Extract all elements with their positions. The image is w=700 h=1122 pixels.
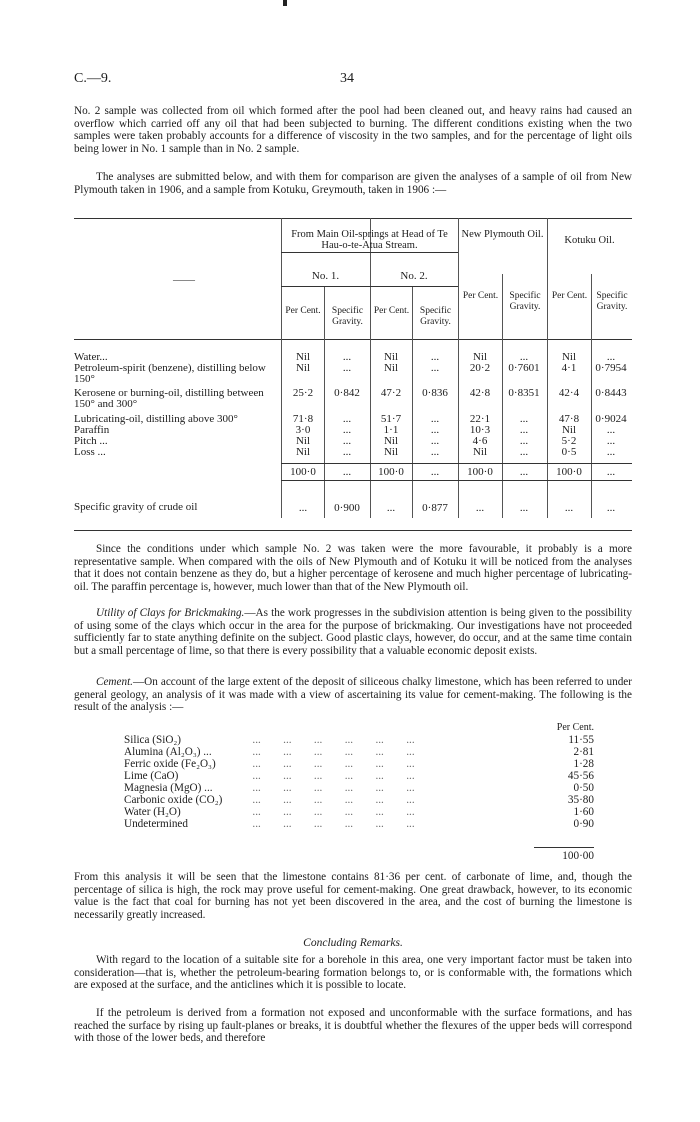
analysis-header: Per Cent.	[556, 722, 594, 733]
table-cell: Nil	[472, 351, 488, 363]
group-kotuku: Kotuku Oil.	[564, 235, 615, 246]
group-new-plymouth: New Plymouth Oil.	[461, 229, 544, 240]
analysis-value: 2·81	[573, 746, 594, 758]
table-cell: Nil	[295, 446, 311, 458]
leader-dots: ... ... ... ... ... ...	[244, 806, 415, 818]
table-total-cell: ...	[606, 466, 616, 478]
paragraph-representative: Since the conditions under which sample No. 2 was taken were the more favourable, it probably is a more representative sample. When compared with the oils of New Plymouth and of Kotuku it will be noticed from the analyses that it does not contain benzene as they do, but a higher percentage of kerosene and much higher percentage of lubricating-oil. The paraffin percentage is, however, much lower than that of the New Plymouth oil.	[74, 543, 632, 593]
oil-analysis-table	[74, 218, 632, 532]
table-cell: Nil	[295, 435, 311, 447]
row-label: Loss ...	[74, 446, 106, 458]
analysis-value: 0·50	[573, 782, 594, 794]
row-label: Kerosene or burning-oil, distilling between 150° and 300°	[74, 387, 264, 410]
table-cell: 4·1	[561, 362, 577, 374]
leader-dots: ... ... ... ... ... ...	[244, 782, 415, 794]
paragraph-sample-no2: No. 2 sample was collected from oil which formed after the pool had been cleaned out, and heavy rains had caused an overflow which carried off any oil that had been subjected to burning. The different conditions existing when the two samples were taken probably accounts for a difference of viscosity in the two samples, and for the percentage of light oils being lower in No. 1 sample than in No. 2 sample.	[74, 105, 632, 155]
table-sg-cell: ...	[298, 502, 308, 514]
table-cell: 0·8351	[508, 387, 540, 399]
analysis-label: Ferric oxide (Fe₂O₃)	[124, 758, 216, 770]
table-cell: ...	[342, 435, 352, 447]
table-cell: Nil	[383, 351, 399, 363]
page-top-mark	[283, 0, 287, 6]
table-cell: Nil	[295, 351, 311, 363]
row-label: Petroleum-spirit (benzene), distilling below 150°	[74, 362, 266, 385]
table-top-rule	[74, 218, 632, 219]
analysis-row	[124, 818, 594, 830]
stub-dash: ——	[173, 274, 195, 286]
table-cell: ...	[430, 362, 440, 374]
analysis-label: Silica (SiO₂)	[124, 734, 182, 746]
row-label: Water...	[74, 351, 108, 363]
analysis-row	[124, 734, 594, 746]
row-label-sg: Specific gravity of crude oil	[74, 501, 198, 513]
totals-rule	[281, 463, 632, 464]
table-cell: ...	[606, 446, 616, 458]
col-header: Per Cent.	[462, 291, 499, 301]
analysis-label: Undetermined	[124, 818, 188, 830]
table-cell: ...	[430, 351, 440, 363]
col-header: Specific Gravity.	[596, 291, 628, 312]
group-rule	[281, 252, 458, 253]
col-header: Per Cent.	[373, 306, 410, 316]
section-title-concluding: Concluding Remarks.	[303, 937, 403, 949]
paragraph-analyses-intro: The analyses are submitted below, and with them for comparison are given the analyses of a sample of oil from New Plymouth taken in 1906, and a sample from Kotuku, Greymouth, taken in 1906 :—	[74, 171, 632, 196]
paragraph-cement: Cement.—On account of the large extent of the deposit of siliceous chalky limestone, which has been referred to under general geology, an analysis of it was made with a view of ascertaining its value for cement-making. The following is the result of the analysis :—	[74, 676, 632, 714]
table-cell: Nil	[295, 362, 311, 374]
table-cell: ...	[519, 435, 529, 447]
table-cell: 51·7	[380, 413, 402, 425]
page-header	[74, 71, 632, 89]
group-main-oil-springs: From Main Oil-springs at Head of Te Hau-o-te-Atua Stream.	[291, 229, 448, 251]
leader-dots: ... ... ... ... ... ...	[244, 746, 415, 758]
table-total-cell: 100·0	[378, 466, 404, 478]
table-cell: ...	[430, 435, 440, 447]
table-cell: ...	[342, 362, 352, 374]
table-cell: 0·842	[334, 387, 360, 399]
table-cell: ...	[606, 435, 616, 447]
table-cell: 0·9024	[595, 413, 627, 425]
table-cell: 0·7954	[595, 362, 627, 374]
paragraph-petroleum-source: If the petroleum is derived from a formation not exposed and unconformable with the surface formations, and has reached the surface by rising up fault-planes or breaks, it is doubtful whether the flexures of the upper beds will correspond with those of the lower beds, and therefore	[74, 1007, 632, 1045]
table-cell: ...	[519, 424, 529, 436]
table-sg-cell: 0·877	[422, 502, 448, 514]
table-cell: 0·5	[561, 446, 577, 458]
analysis-value: 45·56	[567, 770, 594, 782]
table-head-rule	[74, 339, 632, 340]
table-total-cell: 100·0	[556, 466, 582, 478]
totals-rule-bottom	[281, 480, 632, 481]
table-cell: Nil	[472, 446, 488, 458]
analysis-total: 100·00	[562, 850, 594, 862]
table-cell: ...	[430, 446, 440, 458]
table-total-cell: ...	[342, 466, 352, 478]
table-cell: Nil	[383, 362, 399, 374]
table-cell: ...	[342, 351, 352, 363]
table-cell: 22·1	[469, 413, 491, 425]
table-cell: Nil	[383, 435, 399, 447]
analysis-label: Lime (CaO)	[124, 770, 179, 782]
leader-dots: ... ... ... ... ... ...	[244, 818, 415, 830]
table-cell: 25·2	[292, 387, 314, 399]
table-cell: 3·0	[295, 424, 311, 436]
table-cell: ...	[342, 413, 352, 425]
table-cell: ...	[606, 351, 616, 363]
table-cell: ...	[519, 351, 529, 363]
paragraph-limestone-result: From this analysis it will be seen that the limestone contains 81·36 per cent. of carbonate of lime, and, though the percentage of silica is high, the rock may prove useful for cement-making. One great drawback, however, to its economic value is the fact that coal for burning has not yet been discovered in the area, and the cost of burning the limestone is necessarily greatly increased.	[74, 871, 632, 921]
row-label: Pitch ...	[74, 435, 108, 447]
analysis-row	[124, 746, 594, 758]
heading-clays: Utility of Clays for Brickmaking.	[96, 607, 245, 619]
table-total-cell: 100·0	[467, 466, 493, 478]
table-bottom-rule	[74, 530, 632, 531]
table-cell: Nil	[383, 446, 399, 458]
analysis-label: Carbonic oxide (CO₂)	[124, 794, 223, 806]
paragraph-clays: Utility of Clays for Brickmaking.—As the work progresses in the subdivision attention is being given to the possibility of using some of the clays which occur in the area for the purpose of brickmaking. Our investigations have not proceeded sufficiently far to state anything definite on the subject. Good plastic clays, however, do occur, and at the same time contain but a small percentage of lime, so that there is every possibility that a valuable economic deposit exists.	[74, 607, 632, 657]
col-header: Specific Gravity.	[509, 291, 541, 312]
table-cell: 71·8	[292, 413, 314, 425]
table-cell: ...	[430, 424, 440, 436]
doc-code: C.—9.	[74, 71, 112, 86]
table-cell: 0·836	[422, 387, 448, 399]
row-label: Lubricating-oil, distilling above 300°	[74, 413, 238, 425]
col-header: Specific Gravity.	[331, 306, 364, 327]
subgroup-rule	[281, 286, 458, 287]
analysis-row	[124, 770, 594, 782]
table-cell: ...	[342, 446, 352, 458]
table-cell: ...	[519, 446, 529, 458]
analysis-label: Magnesia (MgO) ...	[124, 782, 213, 794]
col-header: Per Cent.	[551, 291, 588, 301]
table-sg-cell: 0·900	[334, 502, 360, 514]
table-sg-cell: ...	[519, 502, 529, 514]
analysis-row	[124, 758, 594, 770]
table-sg-cell: ...	[606, 502, 616, 514]
analysis-label: Alumina (Al₂O₃) ...	[124, 746, 212, 758]
heading-cement: Cement.	[96, 676, 133, 688]
table-cell: 10·3	[469, 424, 491, 436]
leader-dots: ... ... ... ... ... ...	[244, 734, 415, 746]
analysis-value: 1·28	[573, 758, 594, 770]
table-cell: ...	[342, 424, 352, 436]
analysis-row	[124, 794, 594, 806]
table-cell: 42·4	[558, 387, 580, 399]
row-label: Paraffin	[74, 424, 110, 436]
sub-no1: No. 1.	[311, 270, 340, 282]
table-cell: 1·1	[383, 424, 399, 436]
table-cell: ...	[430, 413, 440, 425]
leader-dots: ... ... ... ... ... ...	[244, 794, 415, 806]
analysis-value: 35·80	[567, 794, 594, 806]
table-sg-cell: ...	[564, 502, 574, 514]
analysis-value: 1·60	[573, 806, 594, 818]
analysis-label: Water (H₂O)	[124, 806, 181, 818]
table-cell: ...	[519, 413, 529, 425]
analysis-row	[124, 806, 594, 818]
table-cell: Nil	[561, 424, 577, 436]
page-number: 34	[340, 71, 354, 86]
analysis-value: 0·90	[573, 818, 594, 830]
table-cell: 47·2	[380, 387, 402, 399]
leader-dots: ... ... ... ... ... ...	[244, 770, 415, 782]
col-header: Per Cent.	[285, 306, 321, 316]
table-cell: ...	[606, 424, 616, 436]
table-total-cell: 100·0	[290, 466, 316, 478]
leader-dots: ... ... ... ... ... ...	[244, 758, 415, 770]
table-total-cell: ...	[430, 466, 440, 478]
table-cell: 0·8443	[595, 387, 627, 399]
table-cell: Nil	[561, 351, 577, 363]
table-total-cell: ...	[519, 466, 529, 478]
analysis-total-rule	[534, 847, 594, 848]
table-cell: 47·8	[558, 413, 580, 425]
col-header: Specific Gravity.	[419, 306, 452, 327]
table-cell: 4·6	[472, 435, 488, 447]
analysis-value: 11·55	[568, 734, 594, 746]
table-cell: 20·2	[469, 362, 491, 374]
table-sg-cell: ...	[475, 502, 485, 514]
paragraph-borehole: With regard to the location of a suitable site for a borehole in this area, one very important factor must be taken into consideration—that is, whether the petroleum-bearing formation belongs to, or is conformable with, the formations which are exposed at the surface, and the anticlines which it is possible to locate.	[74, 954, 632, 992]
table-cell: 0·7601	[508, 362, 540, 374]
sub-no2: No. 2.	[400, 270, 428, 282]
table-cell: 42·8	[469, 387, 491, 399]
table-sg-cell: ...	[386, 502, 396, 514]
analysis-row	[124, 782, 594, 794]
table-cell: 5·2	[561, 435, 577, 447]
